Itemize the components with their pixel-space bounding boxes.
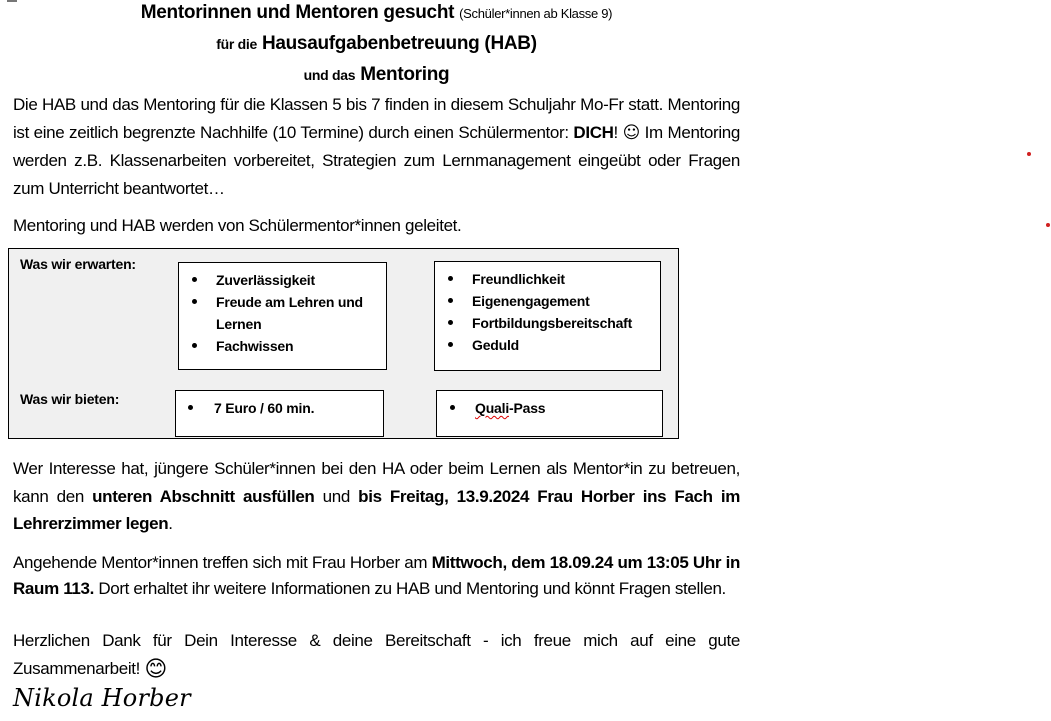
- title-note: (Schüler*innen ab Klasse 9): [459, 6, 613, 21]
- expect-item: Eigenengagement: [435, 290, 660, 312]
- title-line-2: [0, 33, 753, 55]
- interest-text-2: und: [314, 486, 359, 506]
- interest-bold-1: unteren Abschnitt ausfüllen: [92, 486, 315, 506]
- expect-item: Zuverlässigkeit: [179, 269, 386, 291]
- thanks-text: Herzlichen Dank für Dein Interesse & deine Bereitschaft - ich freue mich auf eine gute Zusammenarbeit!: [13, 631, 740, 678]
- intro-text-2: !: [613, 122, 623, 142]
- interest-paragraph: [13, 455, 740, 538]
- meeting-text-2: Dort erhaltet ihr weitere Informationen zu HAB und Mentoring und könnt Fragen stellen.: [93, 578, 726, 598]
- spellcheck-word[interactable]: Quali: [475, 400, 510, 416]
- expect-item: Freude am Lehren und Lernen: [179, 291, 386, 335]
- red-marker-dot: [1046, 223, 1050, 227]
- intro-paragraph: [13, 91, 740, 202]
- meeting-text-1: Angehende Mentor*innen treffen sich mit Frau Horber am: [13, 553, 432, 572]
- info-box: [8, 248, 679, 439]
- offer-card-2: [436, 390, 663, 437]
- expect-item: Geduld: [435, 334, 660, 356]
- expect-label: Was wir erwarten:: [20, 256, 136, 272]
- offer-item: 7 Euro / 60 min.: [176, 397, 383, 419]
- title-line-3-main: Mentoring: [360, 64, 450, 85]
- smiling-face-icon: 😊: [144, 657, 167, 682]
- title-line-3-prefix: und das: [303, 67, 356, 83]
- red-marker-dot: [1027, 152, 1031, 156]
- title-line-1: [0, 2, 753, 24]
- title-main: Mentorinnen und Mentoren gesucht: [140, 2, 455, 23]
- meeting-paragraph: [13, 550, 740, 601]
- led-by-paragraph: Mentoring und HAB werden von Schülermentor*innen geleitet.: [13, 216, 462, 235]
- meeting-bold-date: Mittwoch, dem 18.09.24 um 13:05 Uhr in Raum 113.: [13, 553, 740, 598]
- title-line-2-main: Hausaufgabenbetreuung (HAB): [261, 33, 537, 54]
- expect-card-2: [434, 261, 661, 371]
- intro-bold-dich: DICH: [573, 122, 614, 142]
- intro-text-1: Die HAB und das Mentoring für die Klassen 5 bis 7 finden in diesem Schuljahr Mo-Fr statt. Mentoring ist eine zeitlich begrenzte Nachhilfe (10 Termine) durch einen Schülermentor:: [13, 95, 740, 142]
- expect-card-1: [178, 262, 387, 370]
- offer-item-rest: -Pass: [509, 400, 546, 416]
- thanks-paragraph: [13, 627, 740, 684]
- offer-item: [437, 397, 662, 419]
- expect-item: Freundlichkeit: [435, 268, 660, 290]
- expect-item: Fachwissen: [179, 335, 386, 357]
- interest-text-3: .: [168, 514, 173, 533]
- intro-text-3: Im Mentoring werden z.B. Klassenarbeiten vorbereitet, Strategien zum Lernmanagement eingeübt oder Fragen zum Unterricht beantwortet…: [13, 122, 740, 198]
- title-line-2-prefix: für die: [216, 36, 257, 52]
- interest-text-1: Wer Interesse hat, jüngere Schüler*innen bei den HA oder beim Lernen als Mentor*in zu betreuen, kann den: [13, 459, 740, 506]
- title-line-3: [0, 64, 753, 86]
- expect-item: Fortbildungsbereitschaft: [435, 312, 660, 334]
- signature: Nikola Horber: [13, 684, 191, 712]
- offer-card-1: [175, 390, 384, 437]
- interest-bold-deadline: bis Freitag, 13.9.2024 Frau Horber ins Fach im Lehrerzimmer legen: [13, 486, 741, 533]
- smiley-icon: ☺: [622, 122, 640, 143]
- offer-label: Was wir bieten:: [20, 391, 120, 407]
